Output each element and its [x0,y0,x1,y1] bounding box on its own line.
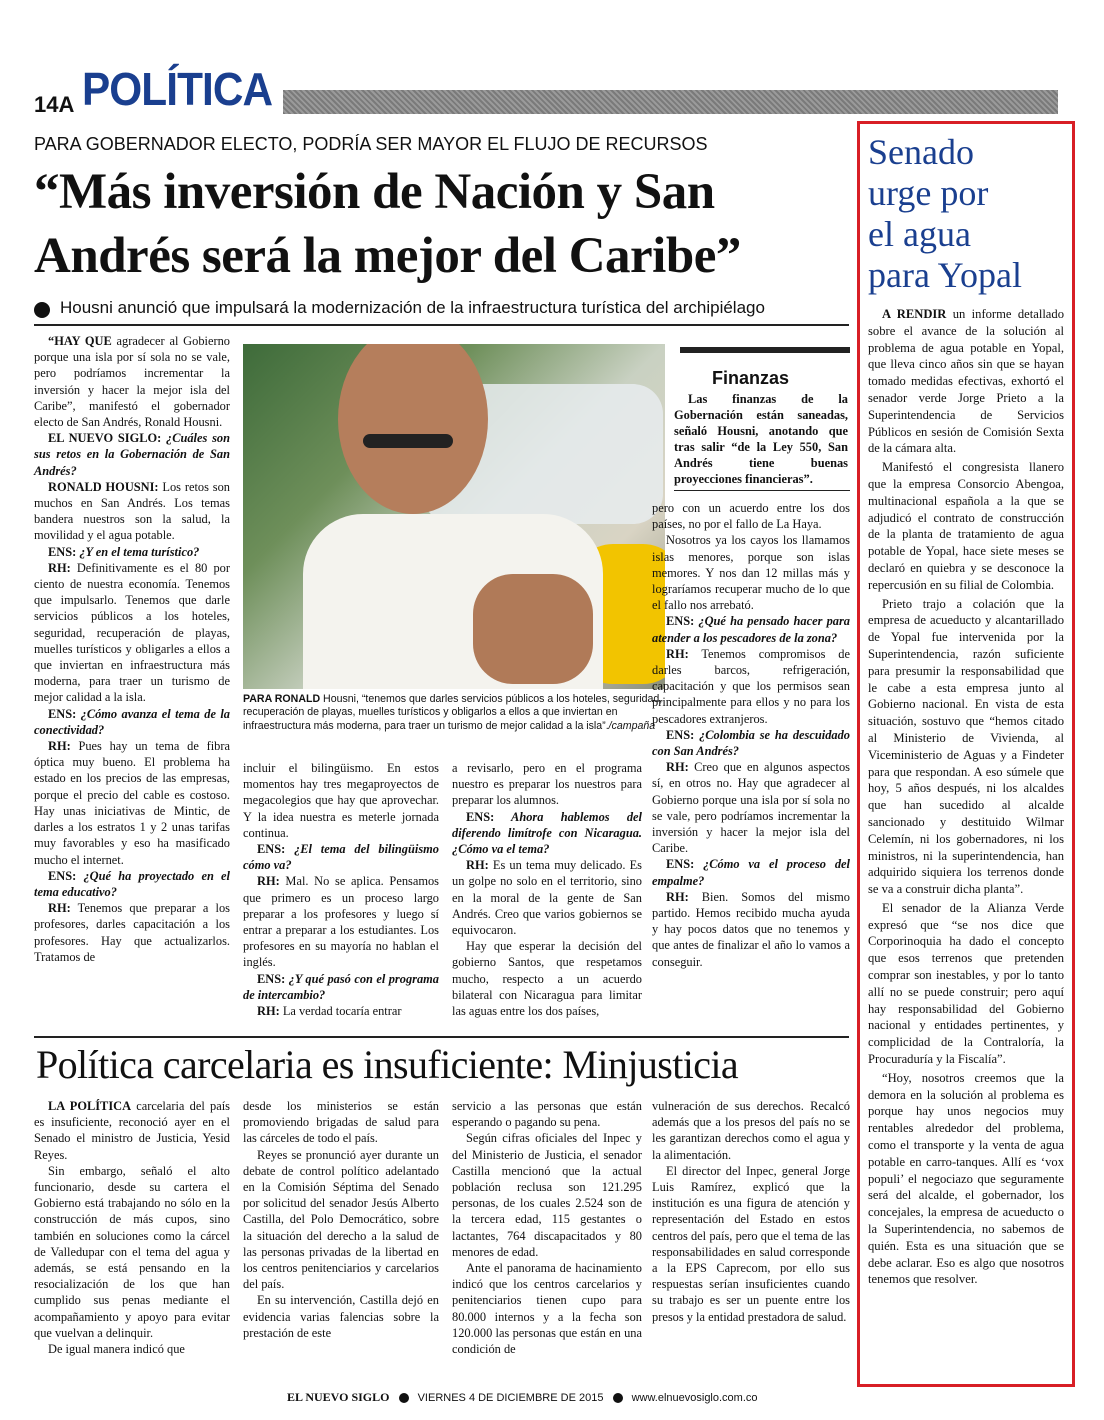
interview-question: ¿Qué ha pensado hacer para atender a los pescadores de la zona? [652,614,850,645]
paragraph-text: pero con un acuerdo entre los dos países, no por el fallo de La Haya. [652,501,850,532]
interview-question: ¿Cómo va el proceso del empalme? [652,857,850,888]
paragraph-text: Creo que en algunos aspectos sí, en otros no. Hay que agradecer al Gobierno porque una isla por sí sola no se vale, pero podríamos incrementar la inversión y hacer la mejor isla del Caribe. [652,760,850,856]
interview-question: ¿Y qué pasó con el programa de intercambio? [243,971,439,1002]
paragraph [34,1098,230,1163]
paragraph-text: Los retos son muchos en San Andrés. Los temas bandera nuestros son la salud, la movilidad y el agua potable. [34,479,230,543]
paragraph-text: Sin embargo, señaló el alto funcionario, desde su cartera el Gobierno está trabajando no sólo en la construcción de más cupos, sino también en soluciones como la cárcel de Valledupar con el tema del agua y además, se está pensando en la resocialización de los que han cumplido sus penas mediante el acompañamiento y apoyo para evitar que vuelvan a delinquir. [34,1163,230,1340]
main-column-3 [452,760,642,1019]
paragraph-text: “Hoy, nosotros creemos que la demora en la solución al problema es porque hay unos negocios muy rentables alrededor del problema, como el transporte y la venta de agua potable en carro-tanques. Allí es ‘vox populi’ el negociazo que seguramente será del alcalde, el gobernador, los concejales, la empresa de acueducto o la Superintendencia, no sabemos de quién. Esta es una situación que se debe aclarar. Eso es algo que nosotros tenemos que resolver. [868,1070,1064,1287]
headline-line-1: “Más inversión de Nación y San [34,164,715,220]
paragraph [868,459,1064,593]
paragraph [34,479,230,544]
paragraph [652,856,850,888]
paragraph-text: Nosotros ya los cayos los llamamos islas menores, porque son islas memores. Y nos dan 12 millas más y lograríamos recuperar mucho de lo que el fallo nos arrebató. [652,533,850,613]
footer-paper-name: EL NUEVO SIGLO [287,1390,390,1404]
paragraph-text: vulneración de sus derechos. Recalcó además que a los presos del país no se les garantizan derechos como el agua y la alimentación. [652,1099,850,1162]
interview-question: ¿Qué ha proyectado en el tema educativo? [34,868,230,899]
paragraph-text: agradecer al Gobierno porque una isla por sí sola no se vale, pero podríamos incrementar la inversión y hacer la mejor isla del Caribe”, manifestó el gobernador electo de San Andrés, Ronald Housni. [34,334,230,430]
paragraph-lead: ENS: [48,544,77,559]
paragraph-lead: ENS: [257,971,286,986]
paragraph-text: Tenemos compromisos de darles barcos, refrigeración, capacitación y que los permisos sean principalmente para ellos y no para los pescadores extranjeros. [652,646,850,726]
sidebar-headline [868,132,1022,296]
paragraph-lead: ENS: [666,727,695,742]
paragraph [452,1098,642,1130]
interview-question: ¿Y en el tema turístico? [76,544,200,559]
paragraph-lead: ENS: [666,857,695,872]
paragraph-lead: RONALD HOUSNI: [48,479,159,494]
paragraph [652,889,850,970]
paragraph-text: Definitivamente es el 80 por ciento de nuestra economía. Tenemos que impulsarlo. Tenemos que darle servicios públicos a los hoteles, seguridad, recuperación de playas, muelles turísticos y obligarles a ellos a que inviertan en infraestructura más moderna, para traer un turismo de mejor calidad a la isla. [34,560,230,705]
paragraph [652,1163,850,1325]
paragraph [243,971,439,1003]
paragraph [868,1070,1064,1288]
paragraph-lead: ENS: [48,706,77,721]
paragraph-lead: RH: [48,901,71,916]
interview-question: ¿Cómo avanza el tema de la conectividad? [34,706,230,737]
finanzas-text: Las finanzas de la Gobernación están saneadas, señaló Housni, anotando que tras salir “de la Ley 550, San Andrés tiene buenas proyecciones financieras”. [674,392,848,486]
main-column-4 [652,500,850,970]
paragraph-text: Hay que esperar la decisión del gobierno Santos, que respetamos mucho, respecto a un acuerdo bilateral con Nicaragua para limitar las aguas entre los dos países, [452,939,642,1019]
sidebar-body [868,306,1064,1290]
paragraph [243,1292,439,1341]
paragraph [34,738,230,868]
footer [287,1390,758,1405]
paragraph [34,706,230,738]
paragraph-text: desde los ministerios se están promoviendo brigadas de salud para las cárceles de todo el país. [243,1099,439,1146]
paragraph-lead: RH: [48,739,71,754]
paragraph [452,857,642,938]
paragraph [652,759,850,856]
paragraph-text: La verdad tocaría entrar [279,1004,402,1019]
paragraph-lead: ENS: [257,842,286,857]
paragraph [34,560,230,706]
second-column-2 [243,1098,439,1341]
footer-bullet-icon [613,1393,623,1403]
paragraph-lead: ENS: [666,614,695,629]
paragraph-lead: A RENDIR [882,307,947,321]
paragraph [652,532,850,613]
paragraph-lead: RH: [257,874,280,889]
footer-date: VIERNES 4 DE DICIEMBRE DE 2015 [417,1392,604,1404]
paragraph-text: En su intervención, Castilla dejó en evidencia varias falencias sobre la prestación de este [243,1293,439,1340]
paragraph [34,868,230,900]
paragraph [243,1003,439,1019]
paragraph-lead: RH: [666,760,689,775]
paragraph [652,727,850,759]
paragraph [452,938,642,1019]
paragraph-text: Prieto trajo a colación que la empresa de acueducto y alcantarillado de Yopal fue intervenida por la Superintendencia, razón suficiente para presumir la responsabilidad que le cabe a esta empresa junto al Gobierno nacional. En vista de esta situación, sostuvo que “hemos citado al Ministerio de Vivienda, al Viceministerio de Aguas y a Findeter para que respondan. A eso súmele que hoy, 5 años después, ni los alcaldes que han sucedido al alcalde sancionado y destituido Wilmar Celemín, ni los gobernadores, ni los ministros, ni la superintendencia, han adquirido siquiera los terrenos donde se va a construir dicha planta”. [868,596,1064,897]
paragraph [34,1341,230,1357]
interview-question: ¿Colombia se ha descuidado con San Andrés? [652,727,850,759]
second-column-4 [652,1098,850,1325]
paragraph-text: Mal. No se aplica. Pensamos que primero es un proceso largo preparar a los profesores y luego sí entrar a preparar a los estudiantes. Los profesores en su mayoría no hablan el inglés. [243,874,439,970]
paragraph-text: Tenemos que preparar a los profesores, darles capacitación a los profesores. Hay que actualizarlos. Tratamos de [34,901,230,964]
headline-line-2: Andrés será la mejor del Caribe” [34,228,741,284]
paragraph [34,900,230,965]
ronald-housni-photo [243,344,665,689]
paragraph-lead: RH: [666,646,689,661]
photo-caption: PARA RONALD Housni, “tenemos que darles servicios públicos a los hoteles, seguridad, recuperación de playas, muelles turísticos y obligarlos a ellos a que inviertan en infraestructura más moderna, para traer un turismo de mejor calidad a la isla”./campaña [243,693,663,732]
paragraph-text: incluir el bilingüismo. En estos momentos hay tres megaproyectos de megacolegios que hay que aprovechar. Y la idea nuestra es meterle jornada continua. [243,761,439,840]
paragraph-lead: EL NUEVO SIGLO: [48,431,162,446]
sidebar-headline-line-2: urge por [868,173,989,213]
paragraph-lead: LA POLÍTICA [48,1099,132,1113]
interview-question: ¿Cuáles son sus retos en la Gobernación de San Andrés? [34,431,230,478]
paragraph-text: Reyes se pronunció ayer durante un debate de control político adelantado en la Comisión Séptima del Senado por solicitud del senador Jesús Alberto Castilla, del Polo Democrático, sobre la situación del derecho a la salud de las personas privadas de la libertad en los centros penitenciarios y carcelarios del país. [243,1147,439,1292]
paragraph [652,1098,850,1163]
paragraph-text: Es un tema muy delicado. Es un golpe no solo en el territorio, sino en la moral de la gente de San Andrés. Creo que varios gobiernos se equivocaron. [452,858,642,938]
paragraph [34,430,230,479]
paragraph [243,873,439,970]
paragraph-text: carcelaria del país es insuficiente, reconoció ayer en el Senado el ministro de Justicia, Yesid Reyes. [34,1099,230,1162]
paragraph-text: Según cifras oficiales del Inpec y del Ministerio de Justicia, el senador Castilla mencionó que la actual población reclusa son 121.295 personas, de los cuales 2.524 son de la tercera edad, 115 gestantes o lactantes, 764 discapacitados y 80 menores de edad. [452,1131,642,1259]
paragraph-lead: RH: [48,560,71,575]
paragraph [34,544,230,560]
paragraph [34,333,230,430]
section-title: POLÍTICA [82,63,273,115]
kicker: PARA GOBERNADOR ELECTO, PODRÍA SER MAYOR EL FLUJO DE RECURSOS [34,134,708,154]
paragraph [243,841,439,873]
deck-bullet [34,302,50,318]
footer-url[interactable]: www.elnuevosiglo.com.co [631,1392,758,1404]
footer-bullet-icon [399,1393,409,1403]
paragraph-lead: RH: [257,1004,280,1019]
header-bar [283,90,1058,114]
paragraph-text: El director del Inpec, general Jorge Luis Ramírez, explicó que la institución es una figura de atención y representación del Estado en estos centros del país, pero que el tema de las responsabilidades en salud corresponde a la EPS Caprecom, por ello sus respuestas serían insuficientes cuando su trabajo es ser un puente entre los presos y la entidad prestadora de salud. [652,1163,850,1324]
main-column-1 [34,333,230,965]
paragraph [243,1147,439,1293]
paragraph [452,1130,642,1260]
paragraph [452,1260,642,1357]
paragraph-lead: RH: [666,889,689,904]
interview-question: Ahora hablemos del diferendo limítrofe con Nicaragua. ¿Cómo va el tema? [452,809,642,857]
paragraph-text: a revisarlo, pero en el programa nuestro es preparar los nuestros para preparar los alumnos. [452,761,642,808]
paragraph [868,596,1064,898]
paragraph-text: Manifestó el congresista llanero que la empresa Consorcio Abengoa, multinacional española a la que se adjudicó el contrato de construcción de la planta de tratamiento de agua potable de Yopal, hace siete meses se declaró en quiebra y se desconoce la repercusión en su filial de Colombia. [868,460,1064,592]
paragraph [868,306,1064,457]
paragraph-text: un informe detallado sobre el avance de la solución al problema de agua potable en Yopal, que lleva cinco años sin que se hayan tomado medidas efectivas, exhortó el senador verde Jorge Prieto a la Superintendencia de Servicios Públicos en sesión de Comisión Sexta de la cámara alta. [868,307,1064,456]
main-column-2 [243,760,439,1019]
paragraph-text: servicio a las personas que están esperando o pagando su pena. [452,1099,642,1130]
paragraph-lead: “HAY QUE [48,334,112,348]
paragraph-lead: ENS: [48,868,77,883]
finanzas-title: Finanzas [712,368,790,388]
paragraph-text: De igual manera indicó que [48,1342,185,1357]
second-column-3 [452,1098,642,1357]
headline [34,160,854,288]
paragraph [652,646,850,727]
paragraph-lead: RH: [466,858,489,873]
paragraph [652,613,850,645]
paragraph [868,900,1064,1068]
paragraph-text: El senador de la Alianza Verde expresó que “se nos dice que Corporinoquia ha dado el concepto que esos terrenos que pretenden comprar son inestables, y por lo tanto allí no se puede construir; pero aquí hay responsabilidad del Gobierno nacional y entidades pertinentes, y complicidad de la Contraloría, la Procuraduría y la Fiscalía”. [868,900,1064,1067]
sidebar-headline-line-1: Senado [868,132,974,172]
paragraph [243,760,439,841]
sidebar-headline-line-3: el agua [868,214,971,254]
second-column-1 [34,1098,230,1357]
paragraph [452,760,642,809]
paragraph [452,809,642,858]
second-headline: Política carcelaria es insuficiente: Minjusticia [36,1042,739,1087]
paragraph-lead: ENS: [466,809,495,824]
paragraph-text: Pues hay un tema de fibra óptica muy bueno. El problema ha estado en los precios de las empresas, porque el precio del cable es costoso. Hay unas iniciativas de Mintic, de darles a los estratos 1 y 2 unas tarifas muy favorables y eso ha masificado mucho el internet. [34,739,230,867]
paragraph [34,1163,230,1341]
deck: Housni anunció que impulsará la modernización de la infraestructura turística del archipiélago [60,298,765,317]
interview-question: ¿El tema del bilingüismo cómo va? [243,842,439,873]
page-number: 14A [34,92,75,117]
sidebar-headline-line-4: para Yopal [868,255,1022,295]
paragraph [243,1098,439,1147]
paragraph-text: Ante el panorama de hacinamiento indicó que los centros carcelarios y penitenciarios tienen cupo para 80.000 internos y a la fecha son 120.000 las personas que están en una condición de [452,1261,642,1357]
paragraph [652,500,850,532]
paragraph-text: Bien. Somos del mismo partido. Hemos recibido mucha ayuda y hay pocos datos que no tenemos y que antes de finalizar el año lo vamos a conseguir. [652,889,850,969]
